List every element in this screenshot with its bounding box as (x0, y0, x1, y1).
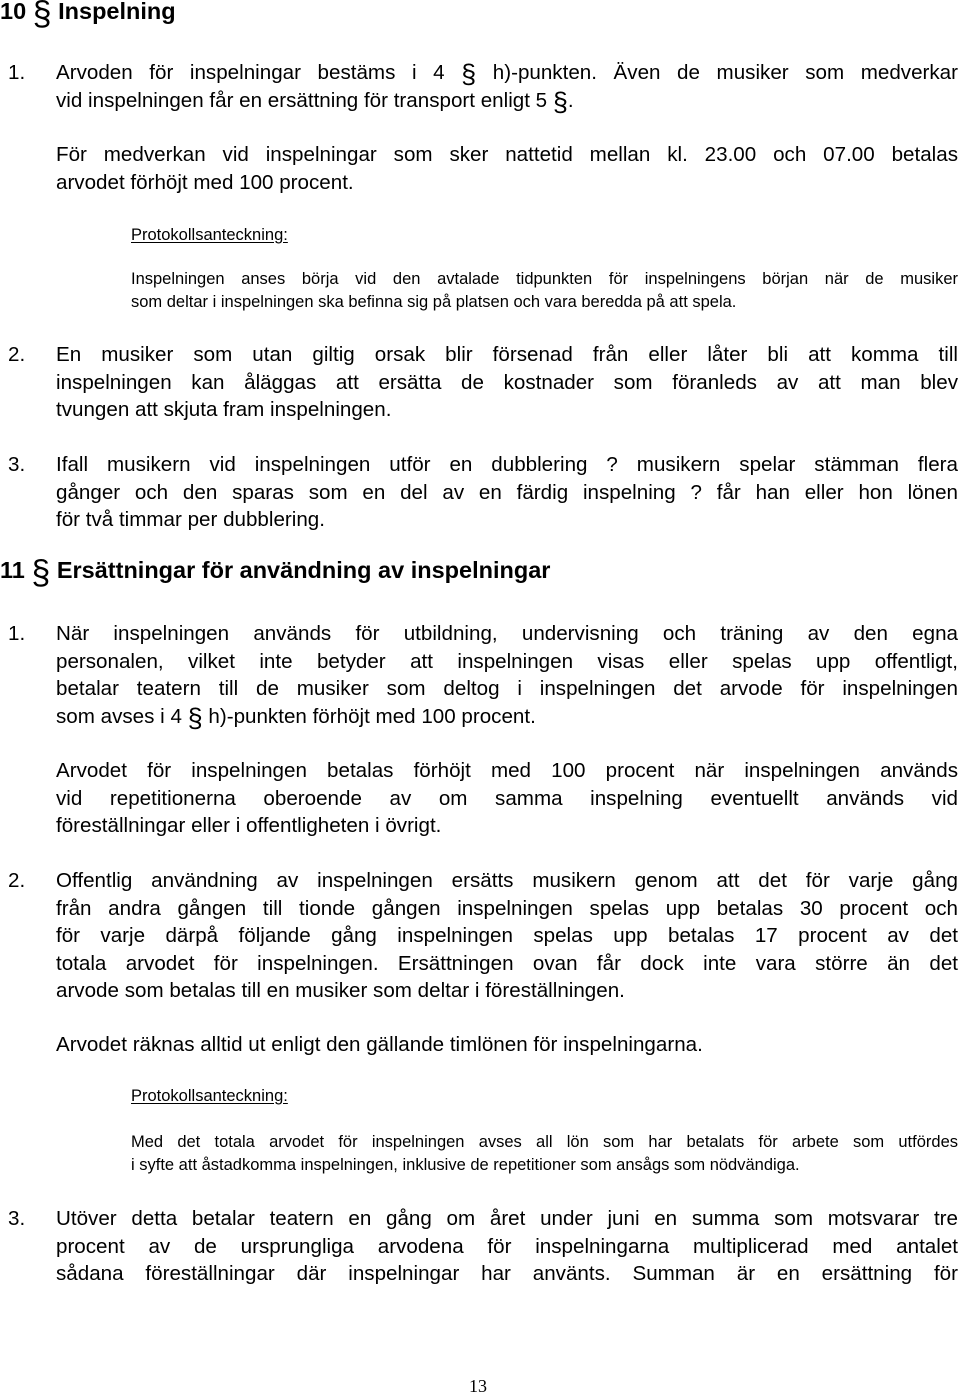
section-number: 11 (0, 557, 25, 583)
text-line: sådana föreställningar där inspelningar har använts. Summan är en ersättning för (56, 1262, 958, 1285)
text-line: arvodet förhöjt med 100 procent. (56, 170, 354, 194)
note-label: Protokollsanteckning: (131, 1087, 288, 1105)
section-title: Ersättningar för användning av inspelningar (56, 557, 551, 583)
text-line: Offentlig användning av inspelningen ersätts musikern genom att det för varje gång (56, 869, 958, 892)
section-symbol: § (552, 86, 568, 117)
text-line: För medverkan vid inspelningar som sker nattetid mellan kl. 23.00 och 07.00 betalas (56, 143, 958, 166)
note-text (131, 268, 958, 313)
text-line: Utöver detta betalar teatern en gång om året under juni en summa som motsvarar tre (56, 1207, 958, 1230)
text-line: totala arvodet för inspelningen. Ersättningen ovan får dock inte vara större än det (56, 951, 958, 975)
section-symbol: § (31, 554, 51, 592)
text-line: Arvoden för inspelningar bestäms i 4 § h)-punkten. Även de musiker som medverkar (56, 59, 958, 89)
text-line: från andra gången till tionde gången inspelningen spelas upp betalas 30 procent och (56, 896, 958, 920)
text-line: vid repetitionerna oberoende av om samma inspelning eventuellt används vid (56, 786, 958, 810)
text-line: Inspelningen anses börja vid den avtalade tidpunkten för inspelningens början när de musiker (131, 270, 958, 288)
text-line: inspelningen kan åläggas att ersätta de kostnader som föranleds av att man blev (56, 370, 958, 394)
item-number: 1. (8, 622, 26, 645)
text-line: Med det totala arvodet för inspelningen avses all lön som har betalats för arbete som utfördes (131, 1133, 958, 1151)
text-line: vid inspelningen får en ersättning för transport enligt 5 §. (56, 86, 574, 117)
text-line: Arvodet räknas alltid ut enligt den gällande timlönen för inspelningarna. (56, 1033, 703, 1056)
section-10-heading (0, 0, 176, 33)
text-line: arvode som betalas till en musiker som deltar i föreställningen. (56, 979, 625, 1002)
paragraph (56, 1205, 958, 1288)
text-line: procent av de ursprungliga arvodena för inspelningarna multiplicerad med antalet (56, 1234, 958, 1258)
text-line: När inspelningen används för utbildning, undervisning och träning av den egna (56, 622, 958, 645)
item-number: 3. (8, 453, 26, 476)
paragraph (56, 141, 958, 196)
section-symbol: § (461, 59, 477, 89)
text-line: som avses i 4 § h)-punkten förhöjt med 100 procent. (56, 702, 536, 733)
text-line: för två timmar per dubblering. (56, 508, 325, 531)
text-line: för varje därpå följande gång inspelningen spelas upp betalas 17 procent av det (56, 924, 958, 947)
section-11-heading (0, 554, 551, 592)
item-number: 2. (8, 869, 26, 892)
section-symbol: § (187, 702, 203, 733)
paragraph (56, 451, 958, 534)
item-number: 3. (8, 1207, 26, 1230)
text-line: Arvodet för inspelningen betalas förhöjt med 100 procent när inspelningen används (56, 759, 958, 782)
page-number: 13 (469, 1376, 487, 1396)
paragraph (56, 59, 958, 117)
section-number: 10 (0, 0, 27, 24)
text-line: föreställningar eller i offentligheten i övrigt. (56, 814, 442, 837)
text-line: betalar teatern till de musiker som deltog i inspelningen det arvode för inspelningen (56, 677, 958, 700)
section-title: Inspelning (58, 0, 176, 24)
text-line: gånger och den sparas som en del av en färdig inspelning ? får han eller hon lönen (56, 480, 958, 504)
paragraph (56, 620, 958, 733)
section-symbol: § (32, 0, 52, 33)
note-label: Protokollsanteckning: (131, 226, 288, 244)
note-text (131, 1131, 958, 1176)
item-number: 2. (8, 343, 26, 366)
text-line: personalen, vilket inte betyder att inspelningen visas eller spelas upp offentligt, (56, 649, 958, 673)
text-line: En musiker som utan giltig orsak blir försenad från eller låter bli att komma till (56, 343, 958, 366)
paragraph (56, 867, 958, 1005)
text-line: tvungen att skjuta fram inspelningen. (56, 398, 392, 421)
paragraph (56, 757, 958, 840)
text-line: Ifall musikern vid inspelningen utför en dubblering ? musikern spelar stämman flera (56, 453, 958, 476)
item-number: 1. (8, 61, 26, 84)
paragraph (56, 1031, 958, 1059)
text-line: i syfte att åstadkomma inspelningen, inklusive de repetitioner som ansågs som nödvändiga. (131, 1155, 800, 1174)
paragraph (56, 341, 958, 424)
text-line: som deltar i inspelningen ska befinna sig på platsen och vara beredda på att spela. (131, 292, 737, 311)
